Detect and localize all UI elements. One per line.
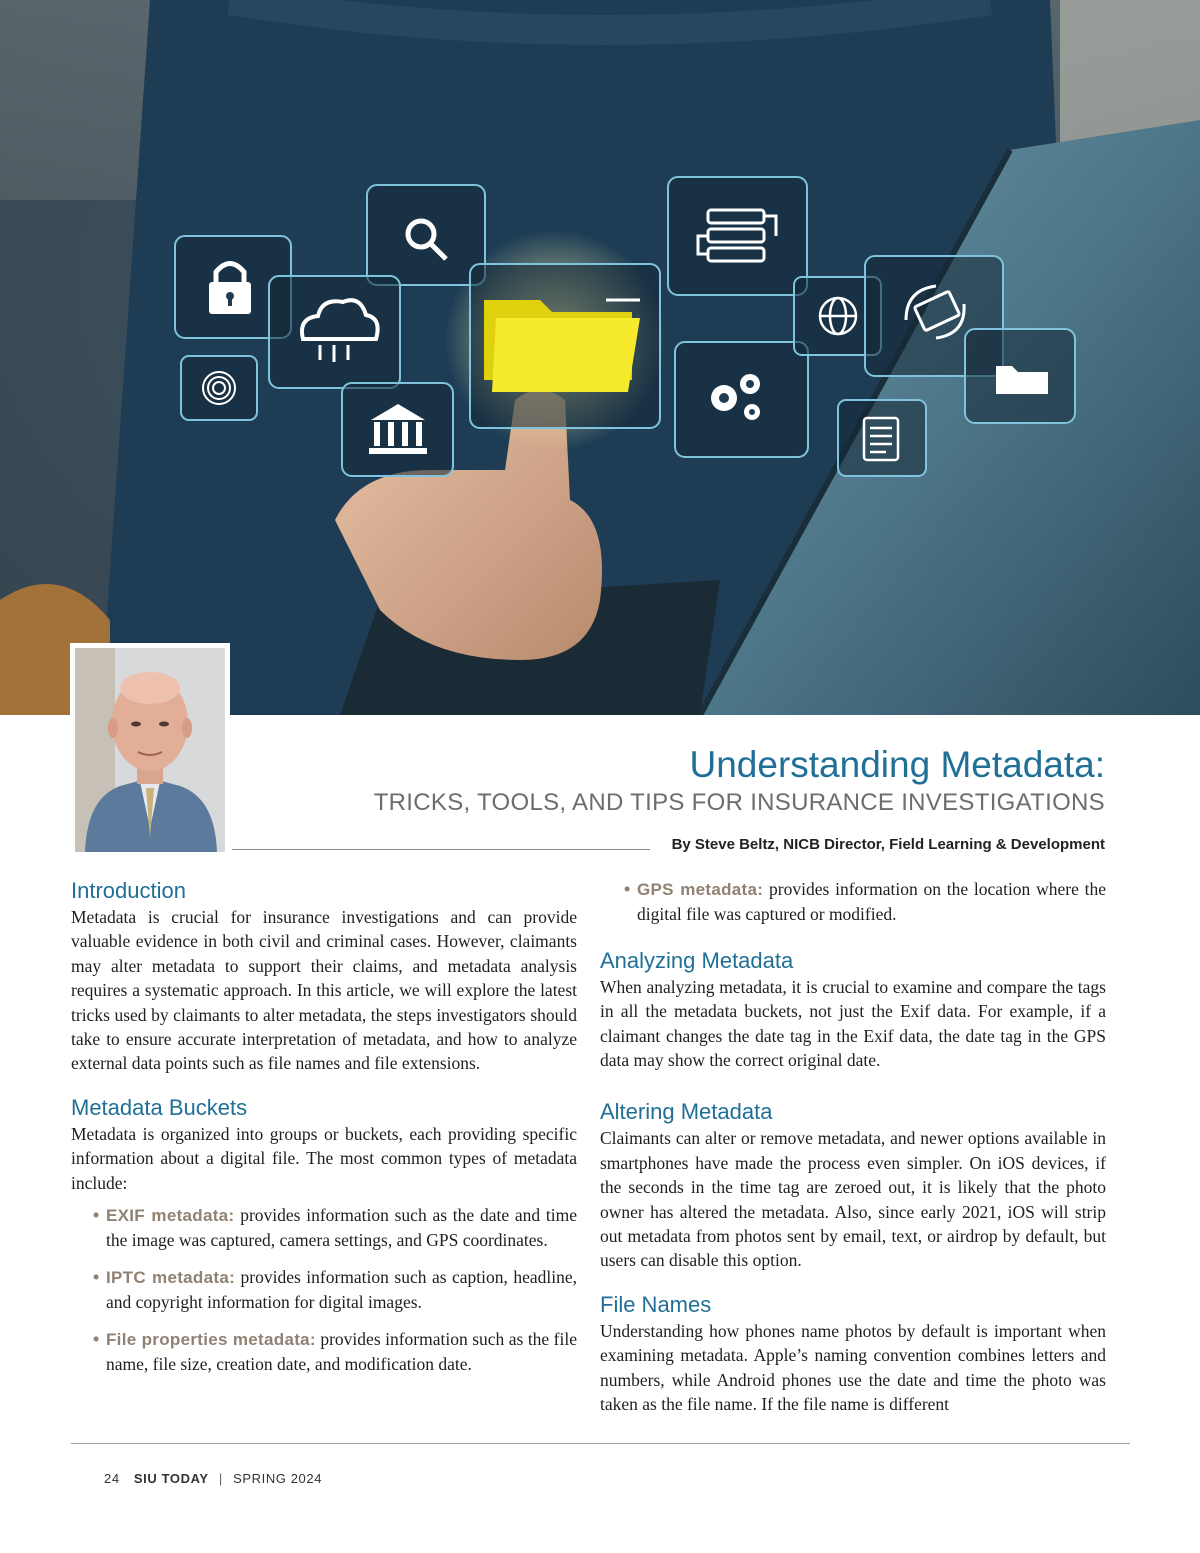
list-item bbox=[93, 1203, 577, 1253]
list-item-term: IPTC metadata: bbox=[106, 1267, 236, 1287]
author-photo bbox=[75, 648, 225, 852]
cloud-icon-frame bbox=[269, 276, 400, 388]
list-item-text: provides information on the location where the digital file was captured or modified. bbox=[637, 879, 1106, 925]
list-item-term: EXIF metadata: bbox=[106, 1206, 235, 1226]
right-column bbox=[600, 877, 1106, 1435]
page-number: 24 bbox=[104, 1471, 120, 1486]
section-heading: Altering Metadata bbox=[600, 1099, 773, 1125]
byline-divider bbox=[232, 849, 650, 850]
server-icon-frame bbox=[668, 177, 807, 295]
gears-icon-frame bbox=[675, 342, 808, 457]
footer-divider bbox=[71, 1443, 1130, 1444]
search-icon-frame bbox=[367, 185, 485, 285]
page-footer bbox=[104, 1471, 322, 1486]
author-portrait bbox=[70, 643, 230, 855]
list-item bbox=[93, 1327, 577, 1377]
hero-image bbox=[0, 0, 1200, 715]
section-introduction bbox=[71, 877, 577, 1076]
section-heading: Introduction bbox=[71, 878, 186, 903]
left-column bbox=[71, 877, 577, 1395]
section-heading: Metadata Buckets bbox=[71, 1094, 248, 1120]
section-heading: Analyzing Metadata bbox=[600, 947, 794, 973]
article-title: Understanding Metadata: bbox=[689, 744, 1105, 785]
bullet-icon: • bbox=[624, 879, 631, 899]
section-body: Metadata is organized into groups or buckets, each providing specific information about a digital file. The most common types of metadata include: bbox=[71, 1123, 577, 1193]
footer-separator: | bbox=[218, 1471, 223, 1486]
publication-name: SIU TODAY bbox=[133, 1471, 209, 1486]
fingerprint-icon-frame bbox=[181, 356, 257, 420]
issue-name: SPRING 2024 bbox=[233, 1471, 323, 1486]
list-item-text: provides information such as the date and time the image was captured, camera settings, and GPS coordinates. bbox=[106, 1205, 577, 1251]
list-item-term: File properties metadata: bbox=[106, 1329, 316, 1349]
bullet-icon: • bbox=[93, 1266, 100, 1287]
bullet-icon: • bbox=[93, 1205, 100, 1226]
bullet-icon: • bbox=[93, 1328, 100, 1349]
section-body: When analyzing metadata, it is crucial to examine and compare the tags in all the metadata buckets, not just the Exif data. For example, if a claimant changes the date tag in the Exif data, the date tag in the GPS data may show the correct original date. bbox=[600, 976, 1106, 1071]
list-item bbox=[624, 877, 1106, 927]
list-item bbox=[93, 1265, 577, 1315]
section-heading: File Names bbox=[600, 1291, 712, 1317]
hero-illustration bbox=[0, 0, 1200, 715]
folder-icon bbox=[484, 300, 640, 392]
article-subtitle: TRICKS, TOOLS, AND TIPS FOR INSURANCE INVESTIGATIONS bbox=[373, 789, 1105, 816]
section-body: Understanding how phones name photos by default is important when examining metadata. Apple’s naming convention combines letters and numbers, while Android phones use the date and time the photo was taken as the file name. If the file name is different bbox=[600, 1320, 1106, 1415]
list-item-term: GPS metadata: bbox=[637, 880, 764, 899]
list-item-text: provides information such as the file name, file size, creation date, and modification date. bbox=[106, 1328, 577, 1375]
list-item-text: provides information such as caption, headline, and copyright information for digital images. bbox=[106, 1266, 578, 1313]
byline: By Steve Beltz, NICB Director, Field Learning & Development bbox=[671, 836, 1105, 853]
bank-icon-frame bbox=[342, 383, 453, 476]
section-body: Claimants can alter or remove metadata, and newer options available in smartphones have made the process even simpler. On iOS devices, if the seconds in the time tag are zeroed out, it is likely that the photo owner has altered the metadata. Also, since early 2021, iOS will strip out metadata from photos sent by email, text, or airdrop by default, but users can disable this option. bbox=[600, 1128, 1106, 1271]
section-file-names bbox=[600, 1291, 1106, 1417]
metadata-type-list-continued bbox=[600, 877, 1106, 927]
section-altering-metadata bbox=[600, 1098, 1106, 1272]
document-icon-frame bbox=[838, 400, 926, 476]
section-metadata-buckets bbox=[71, 1094, 577, 1377]
section-body: Metadata is crucial for insurance investigations and can provide valuable evidence in both civil and criminal cases. However, claimants may alter metadata to support their claims, and metadata analysis requires a systematic approach. In this article, we will explore the latest tricks used by claimants to alter metadata, the steps investigators should take to ensure accurate interpretation of metadata, and how to analyze external data points such as file names and file extensions. bbox=[71, 907, 577, 1074]
section-analyzing-metadata bbox=[600, 947, 1106, 1073]
metadata-type-list bbox=[71, 1203, 577, 1376]
